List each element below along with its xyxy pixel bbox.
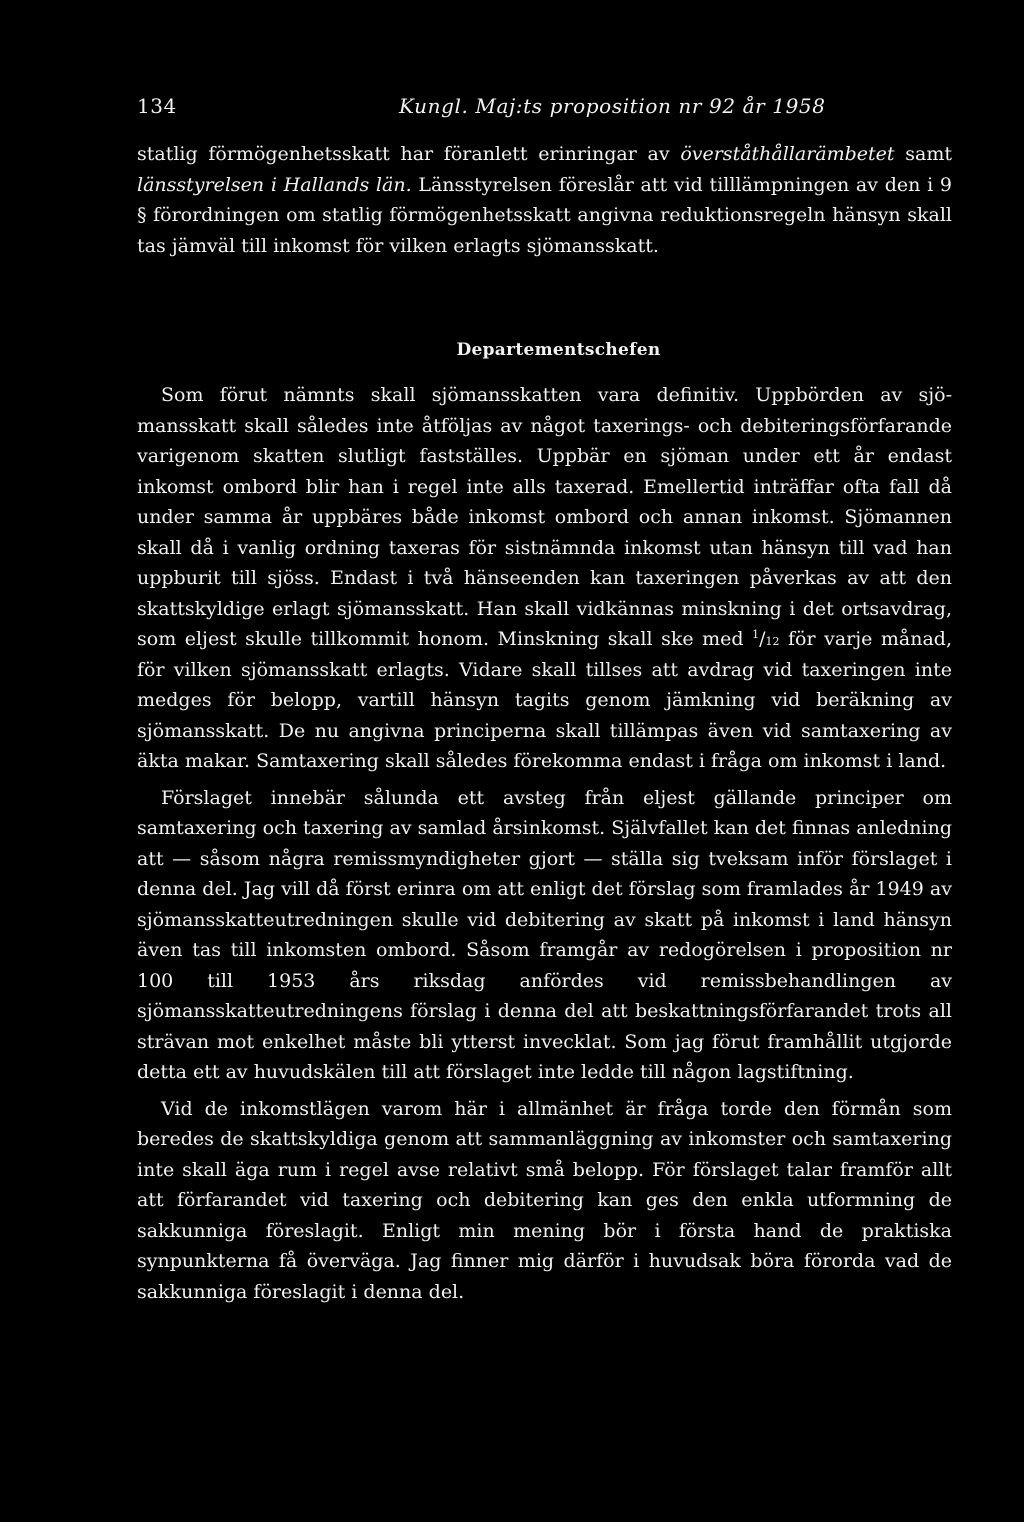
paragraph-definitive-tax: Som förut nämnts skall sjömansskatten vara definitiv. Uppbörden av sjömansskatt skall således inte åtföljas av något taxerings- och debiteringsförfarande varigenom skatten slutligt fastställes. Uppbär en sjöman under ett år endast inkomst ombord blir han i regel inte alls taxerad. Emellertid inträffar ofta fall då under samma år uppbäres både inkomst ombord och annan inkomst. Sjömannen skall då i vanlig ordning taxeras för sistnämnda inkomst utan hänsyn till vad han uppburit till sjöss. Endast i två hänseenden kan taxeringen påverkas av att den skattskyldige erlagt sjömansskatt. Han skall vidkännas minskning i det ortsavdrag, som eljest skulle tillkommit honom. Minskning skall ske med $^1$/12 för varje månad, för vilken sjömansskatt erlagts. Vidare skall tillses att avdrag vid taxeringen inte medges för belopp, vartill hänsyn tagits genom jämkning vid beräkning av sjömansskatt. De nu angivna principerna skall tillämpas även vid samtaxering av äkta makar. Samtaxering skall således förekomma endast i fråga om inkomst i land. (137, 384, 953, 772)
fraction-numerator: 1 (752, 628, 760, 641)
paragraph-intro-text-1: statlig förmögenhetsskatt har föranlett erinringar av (137, 143, 681, 165)
paragraph-intro-text-3: Länsstyrelsen föreslår att vid tilllämpningen av den i 9 § förordningen om statlig förmögenhetsskatt angivna reduktionsregeln hänsyn skall tas jämväl till inkomst för vilken erlagts sjömansskatt. (137, 173, 952, 257)
paragraph-intro-text-2: samt (894, 143, 952, 165)
page-number: 134 (137, 94, 177, 118)
section-heading: Departementschefen (456, 340, 661, 360)
fraction-denominator: 12 (765, 635, 780, 648)
document-page (137, 94, 952, 1307)
paragraph-intro-italic-2: länsstyrelsen i Hallands län. (137, 173, 412, 196)
running-header (137, 94, 952, 126)
paragraph-conclusion: Vid de inkomstlägen varom här i allmänhet är fråga torde den förmån som beredes de skattskyldiga genom att sammanläggning av inkomster och samtaxering inte skall äga rum i regel avse relativt små belopp. För förslaget talar framför allt att förfarandet vid taxering och debitering kan ges den enkla utformning de sakkunniga föreslagit. Enligt min mening bör i första hand de praktiska synpunkterna få överväga. Jag finner mig därför i huvudsak böra förorda vad de sakkunniga föreslagit i denna del. (137, 1097, 952, 1303)
paragraph-definitive-tax-text-1: Som förut nämnts skall sjömansskatten vara definitiv. Uppbörden av sjömansskatt skall således inte åtföljas av något taxerings- och debiteringsförfarande varigenom skatten slutligt fastställes. Uppbär en sjöman under ett år endast inkomst ombord blir han i regel inte alls taxerad. Emellertid inträffar ofta fall då under samma år uppbäres både inkomst ombord och annan inkomst. Sjömannen skall då i vanlig ordning taxeras för sistnämnda inkomst utan hänsyn till vad han uppburit till sjöss. Endast i två hänseenden kan taxeringen påverkas av att den skattskyldige erlagt sjömansskatt. Han skall vidkännas minskning i det ortsavdrag, som eljest skulle tillkommit honom. Minskning skall ske med (137, 384, 952, 650)
paragraph-definitive-tax-text-2: för varje månad, för vilken sjömansskatt erlagts. Vidare skall tillses att avdrag vid taxeringen inte medges för belopp, vartill hänsyn tagits genom jämkning vid beräkning av sjömansskatt. De nu angivna principerna skall tillämpas även vid samtaxering av äkta makar. Samtaxering skall således förekomma endast i fråga om inkomst i land. (137, 628, 953, 772)
running-title: Kungl. Maj:ts proposition nr 92 år 1958 (399, 94, 826, 118)
paragraph-intro-italic-1: överståthållarämbetet (680, 143, 895, 165)
paragraph-proposal-deviation: Förslaget innebär sålunda ett avsteg från eljest gällande principer om samtaxering och taxering av samlad årsinkomst. Självfallet kan det finnas anledning att — såsom några remissmyndigheter gjort — ställa sig tveksam inför förslaget i denna del. Jag vill då först erinra om att enligt det förslag som framlades år 1949 av sjömansskatteutredningen skulle vid debitering av skatt på inkomst i land hänsyn även tas till inkomsten ombord. Såsom framgår av redogörelsen i proposition nr 100 till 1953 års riksdag anfördes vid remissbehandlingen av sjömansskatteutredningens förslag i denna del att beskattningsförfarandet trots all strävan mot enkelhet måste bli ytterst invecklat. Som jag förut framhållit utgjorde detta ett av huvudskälen till att förslaget inte ledde till någon lagstiftning. (137, 786, 952, 1083)
paragraph-intro (137, 139, 952, 261)
